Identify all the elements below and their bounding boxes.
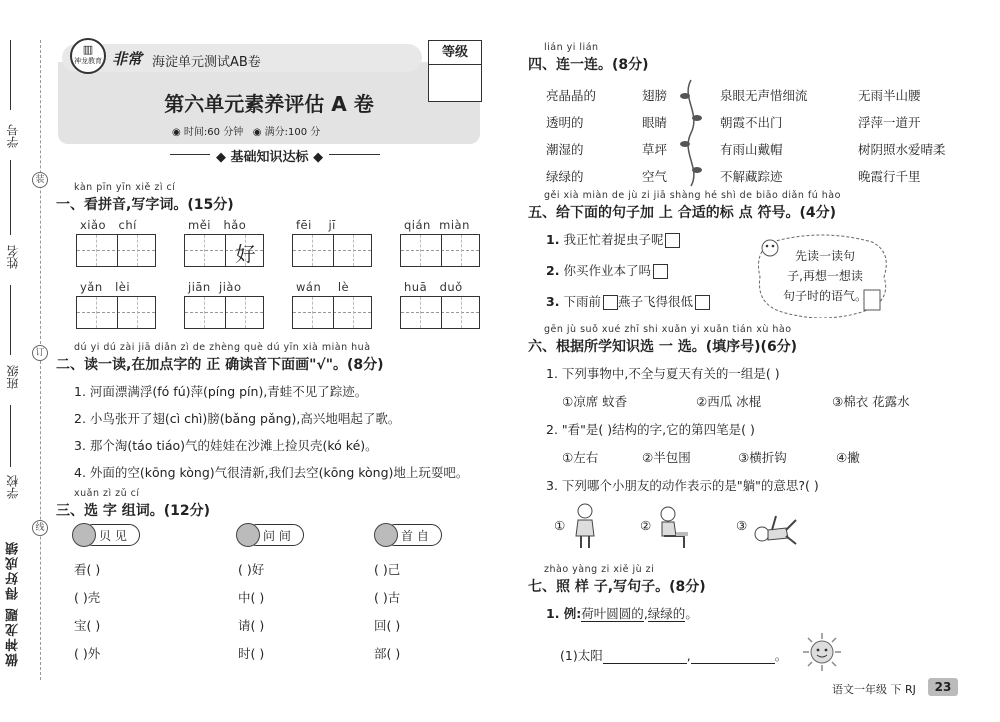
brand-name: 海淀单元测试AB卷 — [152, 55, 261, 70]
q6-option-2d[interactable]: ④撇 — [836, 450, 860, 465]
q4-col1-item: 潮湿的 — [546, 142, 584, 157]
q4-col3-item: 不解藏踪迹 — [720, 169, 783, 184]
q5-answer-box-2[interactable] — [653, 264, 668, 279]
q4-pinyin: lián yi lián — [544, 42, 599, 53]
q3-g2-row1[interactable]: ( )好 — [238, 562, 265, 577]
q4-col2[interactable] — [642, 82, 667, 190]
q1-box-pinyin: xiǎo chí — [80, 218, 137, 232]
q3-g3-row3[interactable]: 回( ) — [374, 618, 401, 633]
q2-item-1[interactable]: 1. 河面漂满浮(fó fú)萍(píng pín),青蛙不见了踪迹。 — [74, 384, 368, 399]
q4-col4[interactable] — [858, 82, 946, 190]
margin-blank-school — [10, 405, 11, 467]
q1-writing-box[interactable] — [76, 296, 156, 329]
q4-col2-item: 草坪 — [642, 142, 668, 157]
q5-answer-box-1[interactable] — [665, 233, 680, 248]
q6-option-1a[interactable]: ①凉席 蚊香 — [562, 394, 628, 409]
q1-box-pinyin: huā duǒ — [404, 280, 463, 294]
q3-g1-row3[interactable]: 宝( ) — [74, 618, 101, 633]
q2-heading: 二、读一读,在加点字的 正 确读音下面画"√"。(8分) — [56, 357, 384, 373]
margin-dot-zhuang: 装 — [32, 172, 48, 188]
q4-col4-item: 无雨半山腰 — [858, 88, 921, 103]
q1-writing-box[interactable] — [292, 296, 372, 329]
q1-box-pinyin: qián miàn — [404, 218, 470, 232]
exam-time: 时间:60 分钟 — [183, 127, 244, 138]
q3-heading: 三、选 字 组词。(12分) — [56, 503, 211, 519]
q7-answer-row: (1)太阳 , 。 — [560, 648, 788, 663]
q4-col4-item: 树阴照水爱晴柔 — [858, 142, 946, 157]
q1-writing-box[interactable] — [76, 234, 156, 267]
q5-tip-line: 句子时的语气。 — [782, 289, 867, 303]
q1-heading: 一、看拼音,写字词。(15分) — [56, 197, 234, 213]
q1-box-pinyin: jiān jiào — [188, 280, 242, 294]
vine-divider-icon — [676, 78, 706, 188]
q6-question-2[interactable]: 2. "看"是( )结构的字,它的第四笔是( ) — [546, 422, 755, 437]
q3-g3-row4[interactable]: 部( ) — [374, 646, 401, 661]
child-lying-icon — [752, 510, 798, 550]
section-banner: ◆ 基础知识达标 ◆ — [210, 146, 329, 165]
q5-tip-line: 子,再想一想读 — [787, 269, 863, 283]
q6-heading: 六、根据所学知识选 一 选。(填序号)(6分) — [528, 339, 798, 355]
q1-box-char[interactable]: 好 — [235, 242, 256, 266]
q4-col1-item: 亮晶晶的 — [546, 88, 597, 103]
q3-g2-row3[interactable]: 请( ) — [238, 618, 265, 633]
q1-writing-box[interactable] — [400, 296, 480, 329]
q3-tag-1-icon — [72, 523, 96, 547]
q7-blank-2[interactable] — [691, 652, 775, 664]
margin-blank-id — [10, 40, 11, 110]
sun-icon — [802, 632, 842, 672]
q2-pinyin: dú yi dú zài jiā diǎn zì de zhèng què dú yīn xià miàn huà — [74, 342, 371, 353]
exam-info — [172, 123, 320, 138]
q3-g2-row2[interactable]: 中( ) — [238, 590, 265, 605]
q4-col2-item: 眼睛 — [642, 115, 668, 130]
q6-option-2a[interactable]: ①左右 — [562, 450, 599, 465]
q5-item-2: 2. 你买作业本了吗 — [546, 261, 668, 279]
margin-label-id: 学号 — [6, 124, 20, 148]
q3-tag-3-text: 首 自 — [401, 529, 429, 543]
q5-heading: 五、给下面的句子加 上 合适的标 点 符号。(4分) — [528, 205, 837, 221]
q6-option-3b[interactable]: ② — [640, 518, 652, 533]
q5-answer-box-4[interactable] — [695, 295, 710, 310]
q2-item-3[interactable]: 3. 那个淘(táo tiáo)气的娃娃在沙滩上捡贝壳(kó ké)。 — [74, 438, 378, 453]
q1-pinyin: kàn pīn yīn xiě zì cí — [74, 182, 176, 193]
q4-col3-item: 泉眼无声惜细流 — [720, 88, 808, 103]
q5-answer-box-3[interactable] — [603, 295, 618, 310]
brand-logo — [70, 38, 106, 74]
q7-blank-1[interactable] — [603, 652, 687, 664]
check-icon: ◉ — [252, 127, 262, 138]
logo-icon: ▥ — [82, 43, 94, 56]
q1-box-pinyin: wán lè — [296, 280, 350, 294]
logo-text: 神龙教育 — [74, 57, 102, 65]
q7-pinyin: zhào yàng zi xiě jù zi — [544, 564, 655, 575]
q4-col4-item: 晚霞行千里 — [858, 169, 921, 184]
q4-col4-item: 浮萍一道开 — [858, 115, 921, 130]
q1-writing-box[interactable] — [184, 234, 264, 267]
q4-col1-item: 绿绿的 — [546, 169, 584, 184]
q3-g1-row1[interactable]: 看( ) — [74, 562, 101, 577]
q4-heading: 四、连一连。(8分) — [528, 57, 649, 73]
q1-box-pinyin: fēi jī — [296, 218, 336, 232]
q2-item-4[interactable]: 4. 外面的空(kōng kòng)气很清新,我们去空(kōng kòng)地上玩耍吧。 — [74, 465, 469, 480]
brand-script: 非常 — [112, 50, 143, 68]
q4-col3-item: 朝霞不出门 — [720, 115, 783, 130]
q5-pinyin: gěi xià miàn de jù zi jiā shàng hé shì de biāo diǎn fú hào — [544, 190, 841, 201]
grade-label: 等级 — [429, 41, 481, 65]
q6-option-2c[interactable]: ③横折钩 — [738, 450, 787, 465]
q2-item-2[interactable]: 2. 小鸟张开了翅(cì chì)膀(bǎng pǎng),高兴地唱起了歌。 — [74, 411, 401, 426]
q1-box-pinyin: měi hǎo — [188, 218, 247, 232]
margin-label-name: 姓名 — [6, 245, 20, 269]
q5-item-1: 1. 我正忙着捉虫子呢 — [546, 230, 680, 248]
child-standing-icon — [572, 502, 598, 550]
page-title: 第六单元素养评估 A 卷 — [164, 92, 374, 116]
q3-g2-row4[interactable]: 时( ) — [238, 646, 265, 661]
q6-option-2b[interactable]: ②半包围 — [642, 450, 691, 465]
q5-item-3: 3. 下雨前 燕子飞得很低 — [546, 292, 710, 310]
q3-tag-1-text: 贝 见 — [99, 529, 127, 543]
margin-dot-ding: 订 — [32, 345, 48, 361]
q1-box-pinyin: yǎn lèi — [80, 280, 131, 294]
q6-option-3a[interactable]: ① — [554, 518, 566, 533]
q1-writing-box[interactable] — [400, 234, 480, 267]
exam-score: 满分:100 分 — [264, 127, 321, 138]
q3-tag-2-text: 问 间 — [263, 529, 291, 543]
q3-g1-row2[interactable]: ( )壳 — [74, 590, 101, 605]
q4-col2-item: 空气 — [642, 169, 668, 184]
clock-icon: ◉ — [172, 127, 181, 138]
q6-question-1[interactable]: 1. 下列事物中,不全与夏天有关的一组是( ) — [546, 366, 780, 381]
q5-tip-line: 先读一读句 — [794, 249, 855, 263]
q1-writing-box[interactable] — [184, 296, 264, 329]
margin-label-school: 学校 — [6, 475, 20, 499]
q7-example: 1. 例:荷叶圆圆的,绿绿的。 — [546, 606, 698, 621]
margin-dot-xian: 线 — [32, 520, 48, 536]
q4-col3-item: 有雨山戴帽 — [720, 142, 783, 157]
q4-col1-item: 透明的 — [546, 115, 584, 130]
margin-blank-name — [10, 160, 11, 235]
q1-writing-box[interactable] — [292, 234, 372, 267]
margin-blank-class — [10, 285, 11, 355]
q6-pinyin: gēn jù suǒ xué zhī shi xuǎn yi xuǎn tián xù hào — [544, 324, 792, 335]
q6-option-1c[interactable]: ③棉衣 花露水 — [832, 394, 910, 409]
q3-g3-row1[interactable]: ( )己 — [374, 562, 401, 577]
q4-col2-item: 翅膀 — [642, 88, 668, 103]
q5-tip — [770, 246, 880, 306]
q3-tag-2-icon — [236, 523, 260, 547]
q4-col1[interactable] — [546, 82, 596, 190]
q3-g3-row2[interactable]: ( )古 — [374, 590, 401, 605]
margin-label-class: 班级 — [6, 365, 20, 389]
q3-pinyin: xuǎn zì zǔ cí — [74, 488, 140, 499]
q4-col3[interactable] — [720, 82, 808, 190]
q7-heading: 七、照 样 子,写句子。(8分) — [528, 579, 706, 595]
q6-question-3[interactable]: 3. 下列哪个小朋友的动作表示的是"躺"的意思?( ) — [546, 478, 819, 493]
q3-g1-row4[interactable]: ( )外 — [74, 646, 101, 661]
page-number: 23 — [928, 678, 958, 696]
q6-option-1b[interactable]: ②西瓜 冰棍 — [696, 394, 762, 409]
q6-option-3c[interactable]: ③ — [736, 518, 748, 533]
footer-subject: 语文一年级 下 RJ — [832, 683, 916, 696]
q3-tag-3-icon — [374, 523, 398, 547]
child-sitting-icon — [656, 506, 690, 550]
margin-slogan: 做神龙题 得好成绩 — [6, 540, 21, 667]
